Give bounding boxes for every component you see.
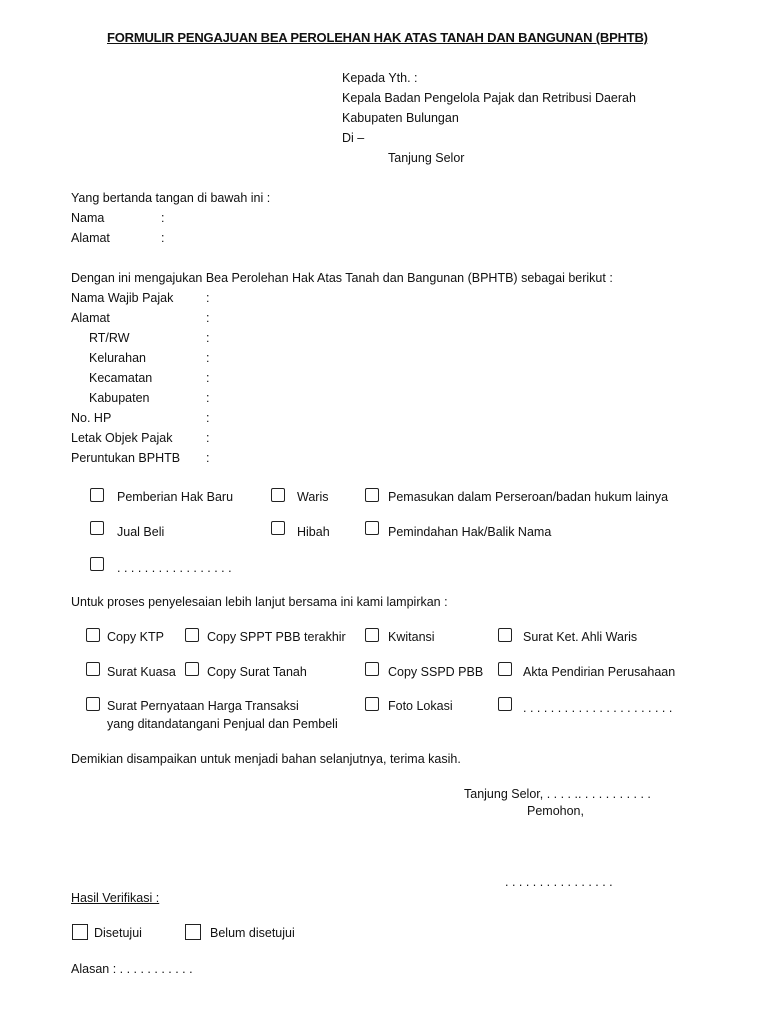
application-intro: Dengan ini mengajukan Bea Perolehan Hak Atas Tanah dan Bangunan (BPHTB) sebagai berikut : [71, 271, 613, 285]
attachment-label: Copy SPPT PBB terakhir [207, 630, 346, 644]
purpose-option-label: Hibah [297, 525, 330, 539]
attachment-other-blank: . . . . . . . . . . . . . . . . . . . . . . [523, 701, 673, 715]
attachment-label: Copy KTP [107, 630, 164, 644]
purpose-sale-checkbox[interactable] [90, 521, 104, 535]
attach-ktp-checkbox[interactable] [86, 628, 100, 642]
field-label-kabupaten: Kabupaten [89, 391, 150, 405]
field-label-taxpayer-name: Nama Wajib Pajak [71, 291, 174, 305]
signer-name-colon: : [161, 211, 165, 225]
attach-power-of-attorney-checkbox[interactable] [86, 662, 100, 676]
verification-approved-checkbox[interactable] [72, 924, 88, 940]
field-colon: : [206, 311, 210, 325]
field-label-object-location: Letak Objek Pajak [71, 431, 173, 445]
field-colon: : [206, 411, 210, 425]
attachment-label: Surat Ket. Ahli Waris [523, 630, 638, 644]
purpose-option-label: Jual Beli [117, 525, 165, 539]
purpose-other-blank: . . . . . . . . . . . . . . . . . [117, 561, 232, 575]
recipient-di: Di – [342, 131, 365, 145]
attach-company-deed-checkbox[interactable] [498, 662, 512, 676]
signer-name-label: Nama [71, 211, 105, 225]
verification-reason: Alasan : . . . . . . . . . . . [71, 962, 193, 976]
applicant-name-line: . . . . . . . . . . . . . . . . [505, 875, 613, 889]
attachment-label: Kwitansi [388, 630, 435, 644]
attach-heir-letter-checkbox[interactable] [498, 628, 512, 642]
purpose-inheritance-checkbox[interactable] [271, 488, 285, 502]
recipient-city: Tanjung Selor [388, 151, 465, 165]
verification-heading: Hasil Verifikasi : [71, 891, 160, 905]
purpose-new-right-checkbox[interactable] [90, 488, 104, 502]
field-colon: : [206, 291, 210, 305]
field-colon: : [206, 351, 210, 365]
field-label-kelurahan: Kelurahan [89, 351, 146, 365]
attachment-label: Surat Kuasa [107, 665, 176, 679]
field-label-purpose: Peruntukan BPHTB [71, 451, 181, 465]
attach-land-letter-checkbox[interactable] [185, 662, 199, 676]
attachment-label: Surat Pernyataan Harga Transaksi [107, 699, 299, 713]
recipient-greeting: Kepada Yth. : [342, 71, 418, 85]
attach-price-statement-checkbox[interactable] [86, 697, 100, 711]
purpose-transfer-checkbox[interactable] [365, 521, 379, 535]
purpose-other-checkbox[interactable] [90, 557, 104, 571]
signer-intro: Yang bertanda tangan di bawah ini : [71, 191, 271, 205]
attachment-note: yang ditandatangani Penjual dan Pembeli [107, 717, 338, 731]
attach-sspd-checkbox[interactable] [365, 662, 379, 676]
recipient-office: Kepala Badan Pengelola Pajak dan Retribusi Daerah [342, 91, 636, 105]
verification-not-approved-checkbox[interactable] [185, 924, 201, 940]
recipient-regency: Kabupaten Bulungan [342, 111, 459, 125]
purpose-option-label: Pemberian Hak Baru [117, 490, 234, 504]
applicant-role: Pemohon, [527, 804, 584, 818]
place-date: Tanjung Selor, . . . . .. . . . . . . . . . . [464, 787, 651, 801]
purpose-option-label: Pemasukan dalam Perseroan/badan hukum lainya [388, 490, 669, 504]
field-label-phone: No. HP [71, 411, 112, 425]
attachment-label: Akta Pendirian Perusahaan [523, 665, 676, 679]
signer-address-label: Alamat [71, 231, 110, 245]
signer-address-colon: : [161, 231, 165, 245]
attach-other-checkbox[interactable] [498, 697, 512, 711]
field-colon: : [206, 451, 210, 465]
attachment-label: Copy SSPD PBB [388, 665, 484, 679]
purpose-grant-checkbox[interactable] [271, 521, 285, 535]
attachment-label: Foto Lokasi [388, 699, 453, 713]
field-colon: : [206, 371, 210, 385]
field-label-rt-rw: RT/RW [89, 331, 130, 345]
field-label-address: Alamat [71, 311, 110, 325]
purpose-company-contribution-checkbox[interactable] [365, 488, 379, 502]
verification-approved-label: Disetujui [94, 926, 142, 940]
attach-location-photo-checkbox[interactable] [365, 697, 379, 711]
attachment-label: Copy Surat Tanah [207, 665, 307, 679]
field-colon: : [206, 331, 210, 345]
attach-sppt-checkbox[interactable] [185, 628, 199, 642]
field-colon: : [206, 431, 210, 445]
closing-statement: Demikian disampaikan untuk menjadi bahan selanjutnya, terima kasih. [71, 752, 461, 766]
purpose-option-label: Pemindahan Hak/Balik Nama [388, 525, 552, 539]
field-colon: : [206, 391, 210, 405]
purpose-option-label: Waris [297, 490, 329, 504]
attachments-intro: Untuk proses penyelesaian lebih lanjut bersama ini kami lampirkan : [71, 595, 448, 609]
form-title: FORMULIR PENGAJUAN BEA PEROLEHAN HAK ATAS TANAH DAN BANGUNAN (BPHTB) [107, 30, 648, 45]
verification-not-approved-label: Belum disetujui [210, 926, 295, 940]
field-label-kecamatan: Kecamatan [89, 371, 153, 385]
attach-receipt-checkbox[interactable] [365, 628, 379, 642]
